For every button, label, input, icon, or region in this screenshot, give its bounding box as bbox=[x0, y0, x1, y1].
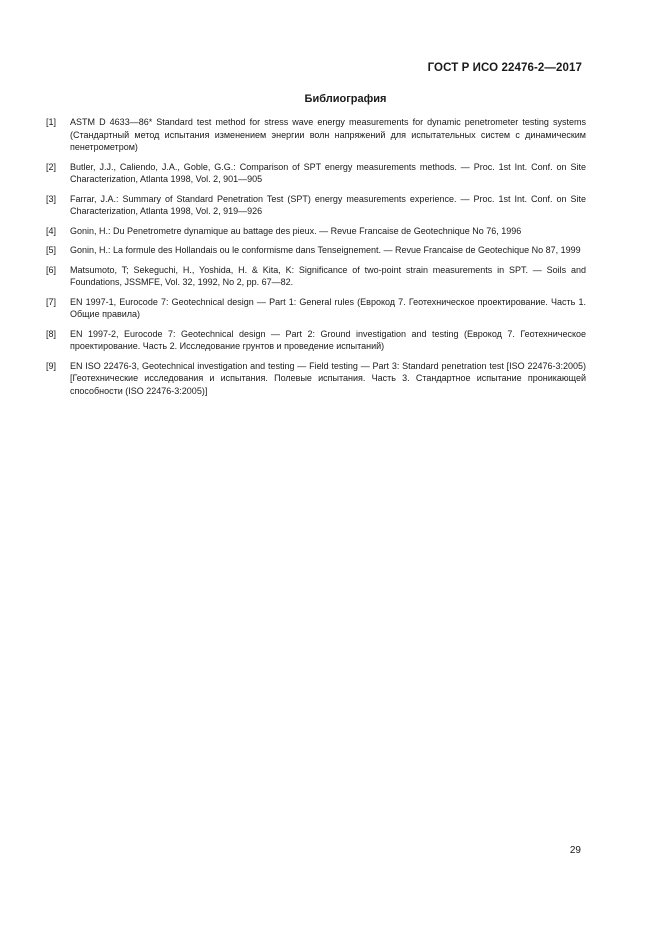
bibliography-entry bbox=[46, 360, 586, 398]
entry-text: EN 1997-1, Eurocode 7: Geotechnical design — Part 1: General rules (Еврокод 7. Геотехническое проектирование. Часть 1. Общие правила) bbox=[70, 296, 586, 319]
bibliography-entry bbox=[46, 161, 586, 186]
entry-number: [8] bbox=[46, 328, 57, 339]
entry-number: [4] bbox=[46, 225, 57, 236]
entry-text: Butler, J.J., Caliendo, J.A., Goble, G.G.: Comparison of SPT energy measurements methods. — Proc. 1st Int. Conf. on Site Characterization, Atlanta 1998, Vol. 2, 901—905 bbox=[70, 161, 586, 184]
bibliography-list bbox=[46, 116, 586, 404]
section-title: Библиография bbox=[304, 93, 387, 105]
bibliography-entry bbox=[46, 193, 586, 218]
entry-number: [1] bbox=[46, 117, 57, 127]
bibliography-entry bbox=[46, 296, 586, 321]
entry-text: Matsumoto, T; Sekeguchi, H., Yoshida, H. & Kita, K: Significance of two-point strain measurements in SPT. — Soils and Foundations, JSSMFE, Vol. 32, 1992, No 2, pp. 67—82. bbox=[70, 264, 586, 287]
page-number: 29 bbox=[569, 845, 581, 856]
bibliography-entry bbox=[46, 328, 586, 353]
entry-number: [7] bbox=[46, 296, 57, 307]
entry-number: [6] bbox=[46, 264, 57, 275]
entry-text: Gonin, H.: Du Penetrometre dynamique au battage des pieux. — Revue Francaise de Geotechnique No 76, 1996 bbox=[70, 225, 522, 236]
bibliography-entry bbox=[46, 116, 586, 154]
document-code: ГОСТ Р ИСО 22476-2—2017 bbox=[427, 62, 582, 74]
entry-text: EN ISO 22476-3, Geotechnical investigation and testing — Field testing — Part 3: Standard penetration test [ISO 22476-3:2005) [Геотехнические исследования и испытания. Полевые испытания. Часть 3. Стандартное испытание проникающей способности (ISO 22476-3:2005)] bbox=[70, 360, 586, 396]
entry-text: EN 1997-2, Eurocode 7: Geotechnical design — Part 2: Ground investigation and testing (Еврокод 7. Геотехническое проектирование. Часть 2. Исследование грунтов и проведение испытаний) bbox=[70, 328, 586, 351]
entry-text: ASTM D 4633—86* Standard test method for stress wave energy measurements for dynamic penetrometer testing systems (Стандартный метод испытания изменением энергии волн напряжений для испытательных систем с динамическим пенетрометром) bbox=[70, 117, 586, 152]
entry-number: [2] bbox=[46, 161, 57, 172]
bibliography-entry bbox=[46, 225, 586, 238]
entry-number: [5] bbox=[46, 245, 57, 255]
entry-text: Farrar, J.A.: Summary of Standard Penetration Test (SPT) energy measurements experience. — Proc. 1st Int. Conf. on Site Characterization, Atlanta 1998, Vol. 2, 919—926 bbox=[70, 193, 586, 216]
entry-number: [3] bbox=[46, 193, 57, 204]
bibliography-entry bbox=[46, 244, 586, 257]
bibliography-entry bbox=[46, 264, 586, 289]
entry-text: Gonin, H.: La formule des Hollandais ou le conformisme dans Tenseignement. — Revue Francaise de Geotechique No 87, 1999 bbox=[70, 245, 581, 255]
entry-number: [9] bbox=[46, 360, 57, 371]
